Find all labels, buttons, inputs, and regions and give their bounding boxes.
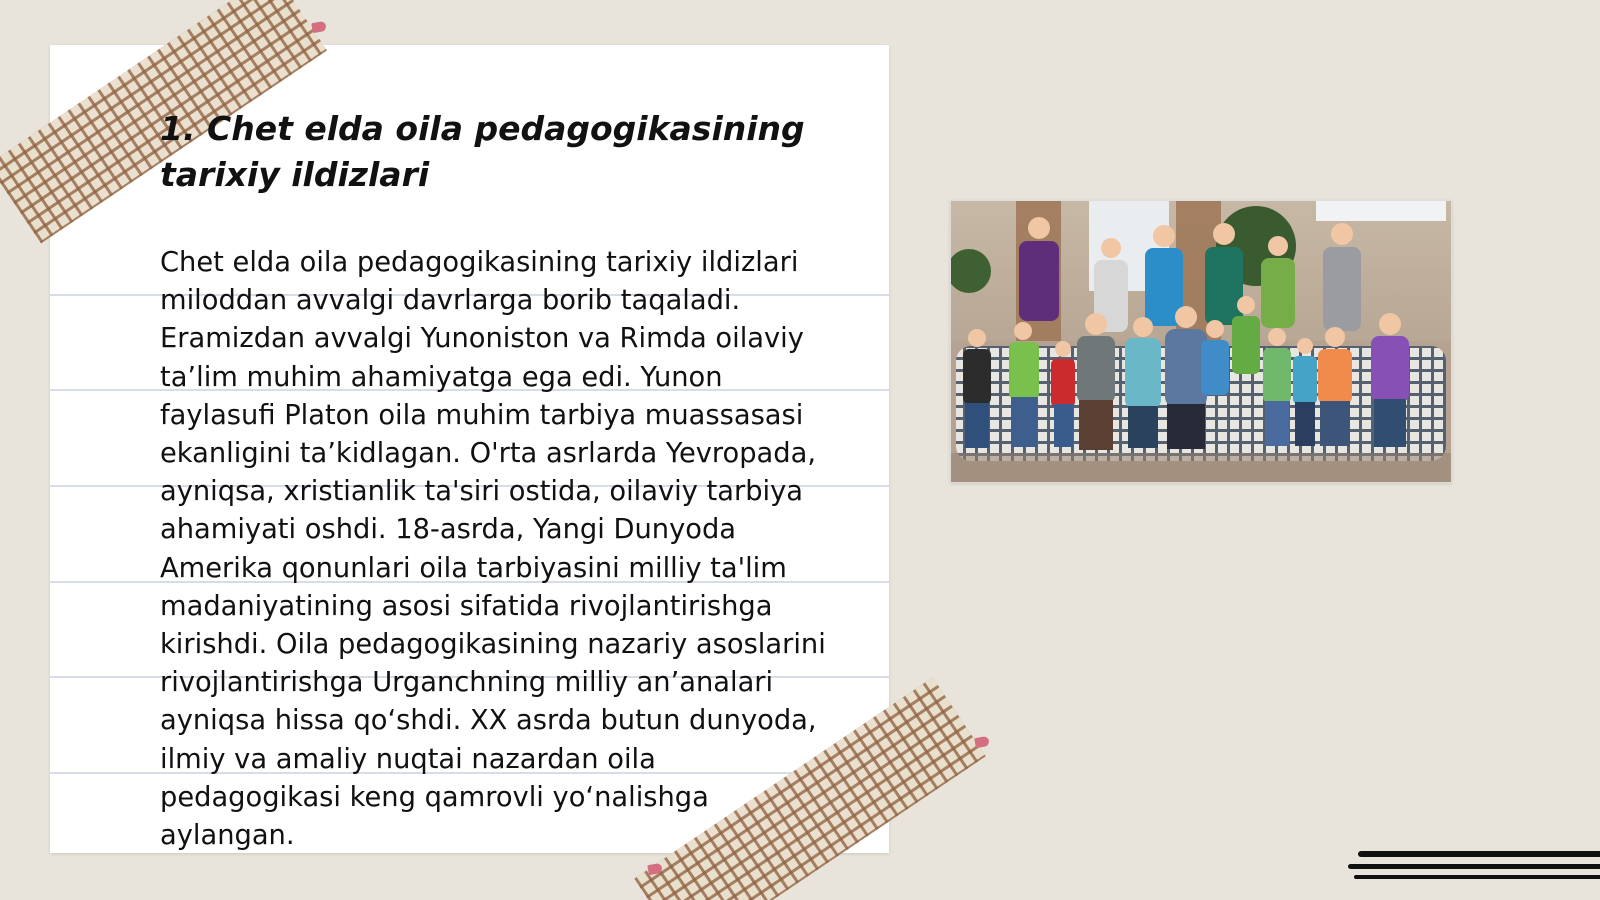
family-group-photo-icon — [951, 201, 1451, 482]
brush-strokes-icon — [1348, 845, 1600, 895]
family-photo — [950, 200, 1452, 483]
brush-stroke — [1354, 875, 1600, 879]
pink-tab-accent — [974, 736, 990, 748]
slide-body-text: Chet elda oila pedagogikasining tarixiy ildizlari miloddan avvalgi davrlarga borib taqaladi. Eramizdan avvalgi Yunoniston va Rimda oilaviy ta’lim muhim ahamiyatga ega edi. Yunon faylasufi Platon oila muhim tarbiya muassasasi ekanligini ta’kidlagan. O'rta asrlarda Yevropada, ayniqsa, xristianlik ta'siri ostida, oilaviy tarbiya ahamiyati oshdi. 18-asrda, Yangi Dunyoda Amerika qonunlari oila tarbiyasini milliy ta'lim madaniyatining asosi sifatida rivojlantirishga kirishdi. Oila pedagogikasining nazariy asoslarini rivojlantirishga Urganchning milliy an’analari ayniqsa hissa qo‘shdi. XX asrda butun dunyoda, ilmiy va amaliy nuqtai nazardan oila pedagogikasi keng qamrovli yo‘nalishga aylangan. — [160, 247, 826, 852]
slide-title: 1. Chet elda oila pedagogikasining tarixiy ildizlari — [160, 109, 805, 194]
pink-tab-accent — [311, 21, 327, 33]
brush-stroke — [1358, 851, 1600, 857]
brush-stroke — [1348, 864, 1600, 869]
